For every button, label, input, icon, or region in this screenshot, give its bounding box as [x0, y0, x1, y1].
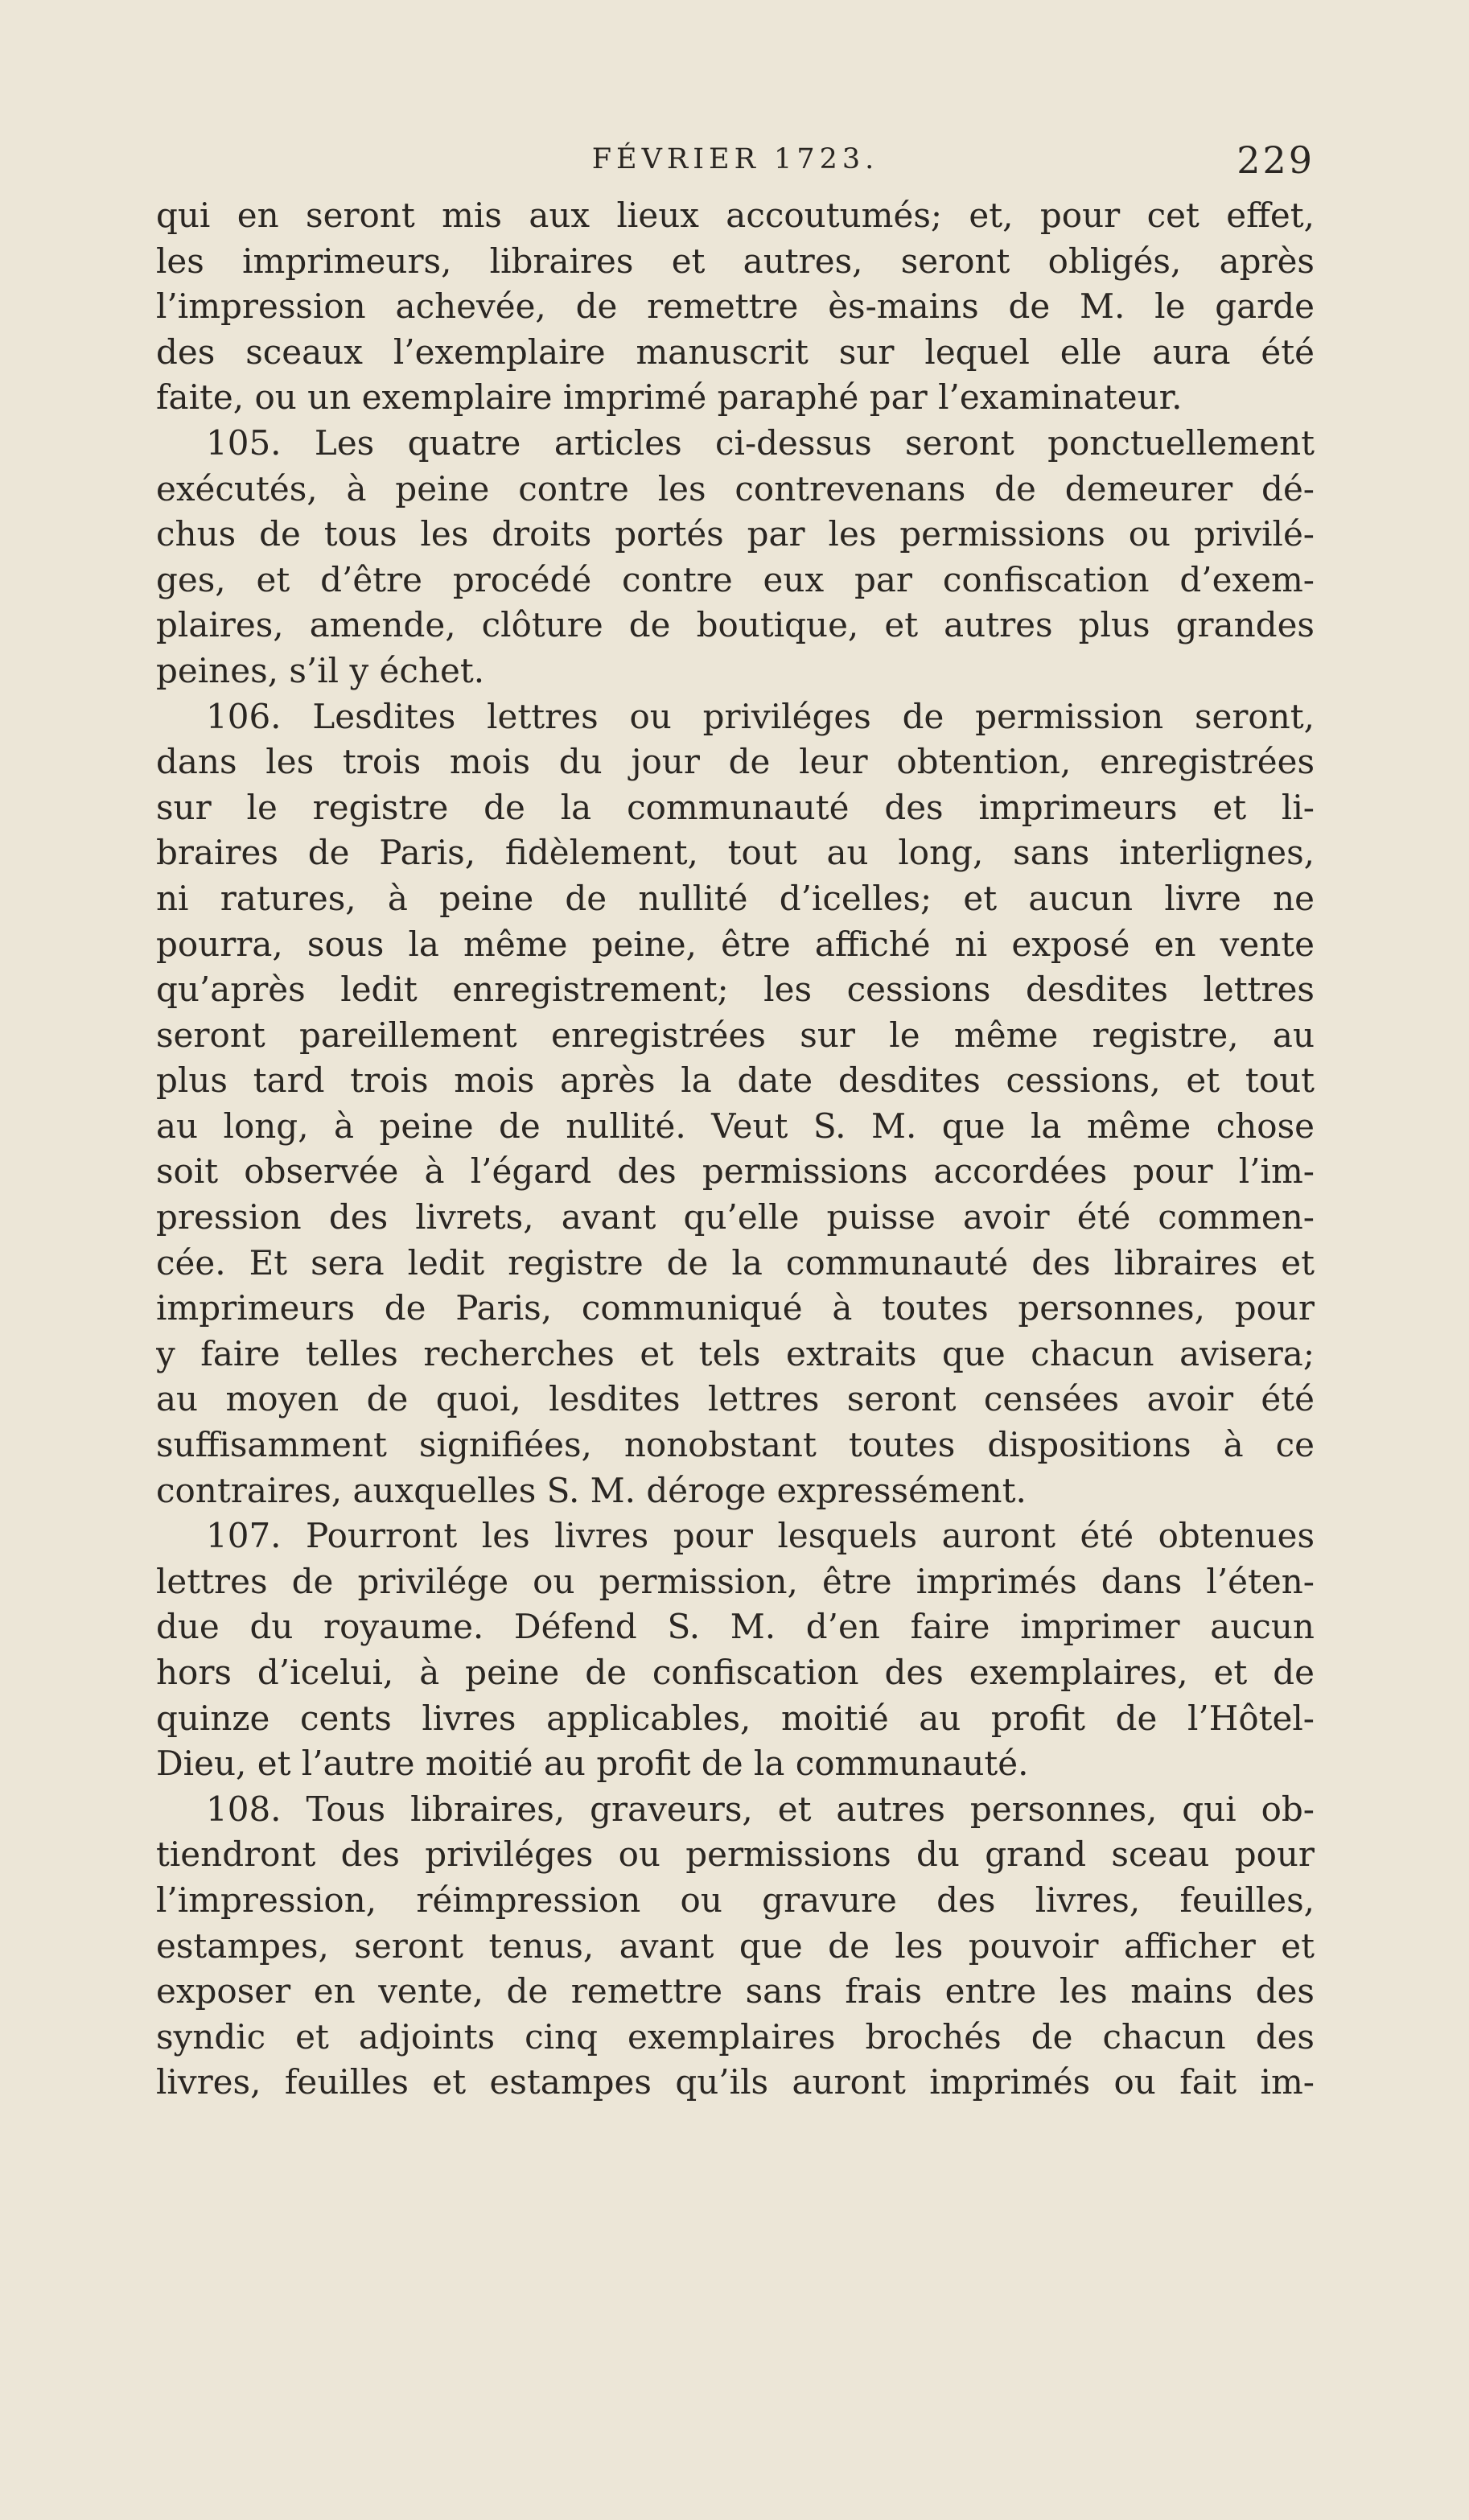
text-line: lettres de privilége ou permission, être imprimés dans l’éten-	[156, 1561, 1315, 1601]
text-line: imprimeurs de Paris, communiqué à toutes personnes, pour	[156, 1288, 1315, 1328]
text-line: livres, feuilles et estampes qu’ils auront imprimés ou fait im-	[156, 2062, 1315, 2102]
page-number: 229	[1237, 138, 1315, 182]
text-line: ni ratures, à peine de nullité d’icelles; et aucun livre ne	[156, 878, 1315, 918]
text-line: des sceaux l’exemplaire manuscrit sur lequel elle aura été	[156, 331, 1315, 372]
text-line: au long, à peine de nullité. Veut S. M. que la même chose	[156, 1106, 1315, 1146]
running-head	[156, 138, 1315, 187]
text-line: Dieu, et l’autre moitié au profit de la communauté.	[156, 1744, 1029, 1784]
body-text	[156, 193, 1315, 2106]
running-title: FÉVRIER 1723.	[591, 143, 879, 175]
text-line: y faire telles recherches et tels extraits que chacun avisera;	[156, 1333, 1315, 1373]
text-line: contraires, auxquelles S. M. déroge expressément.	[156, 1470, 1027, 1510]
paragraph-first-line: 105. Les quatre articles ci-dessus seront ponctuellement	[206, 422, 1315, 463]
text-line: cée. Et sera ledit registre de la communauté des libraires et	[156, 1242, 1315, 1283]
text-line: suffisamment signifiées, nonobstant toutes dispositions à ce	[156, 1425, 1315, 1465]
text-line: syndic et adjoints cinq exemplaires brochés de chacun des	[156, 2016, 1315, 2057]
text-line: au moyen de quoi, lesdites lettres seront censées avoir été	[156, 1379, 1315, 1419]
text-line: pression des livrets, avant qu’elle puisse avoir été commen-	[156, 1197, 1315, 1237]
text-line: braires de Paris, fidèlement, tout au long, sans interlignes,	[156, 833, 1315, 873]
text-line: peines, s’il y échet.	[156, 650, 485, 690]
paragraph-first-line: 107. Pourront les livres pour lesquels auront été obtenues	[206, 1516, 1315, 1556]
text-line: hors d’icelui, à peine de confiscation des exemplaires, et de	[156, 1653, 1315, 1692]
text-line: qu’après ledit enregistrement; les cessions desdites lettres	[156, 970, 1315, 1010]
text-line: plus tard trois mois après la date desdites cessions, et tout	[156, 1060, 1315, 1101]
text-line: faite, ou un exemplaire imprimé paraphé par l’examinateur.	[156, 377, 1183, 418]
text-line: quinze cents livres applicables, moitié au profit de l’Hôtel-	[156, 1698, 1315, 1738]
text-line: plaires, amende, clôture de boutique, et autres plus grandes	[156, 605, 1315, 645]
text-line: exécutés, à peine contre les contrevenans de demeurer dé-	[156, 468, 1315, 509]
text-line: chus de tous les droits portés par les permissions ou privilé-	[156, 514, 1315, 554]
text-line: estampes, seront tenus, avant que de les pouvoir afficher et	[156, 1925, 1315, 1966]
text-line: exposer en vente, de remettre sans frais entre les mains des	[156, 1971, 1315, 2011]
text-line: seront pareillement enregistrées sur le même registre, au	[156, 1015, 1315, 1055]
text-line: due du royaume. Défend S. M. d’en faire imprimer aucun	[156, 1607, 1315, 1647]
text-line: les imprimeurs, libraires et autres, seront obligés, après	[156, 241, 1315, 281]
text-line: soit observée à l’égard des permissions accordées pour l’im-	[156, 1151, 1315, 1192]
paragraph-first-line: 106. Lesdites lettres ou priviléges de permission seront,	[206, 696, 1315, 736]
text-line: tiendront des priviléges ou permissions du grand sceau pour	[156, 1834, 1315, 1875]
text-line: dans les trois mois du jour de leur obtention, enregistrées	[156, 742, 1315, 782]
text-line: l’impression achevée, de remettre ès-mains de M. le garde	[156, 286, 1315, 327]
text-line: sur le registre de la communauté des imprimeurs et li-	[156, 787, 1315, 827]
text-line: qui en seront mis aux lieux accoutumés; et, pour cet effet,	[156, 196, 1315, 235]
paragraph-first-line: 108. Tous libraires, graveurs, et autres personnes, qui ob-	[206, 1789, 1315, 1829]
text-line: l’impression, réimpression ou gravure des livres, feuilles,	[156, 1880, 1315, 1920]
text-line: ges, et d’être procédé contre eux par confiscation d’exem-	[156, 559, 1315, 599]
text-line: pourra, sous la même peine, être affiché ni exposé en vente	[156, 924, 1315, 964]
